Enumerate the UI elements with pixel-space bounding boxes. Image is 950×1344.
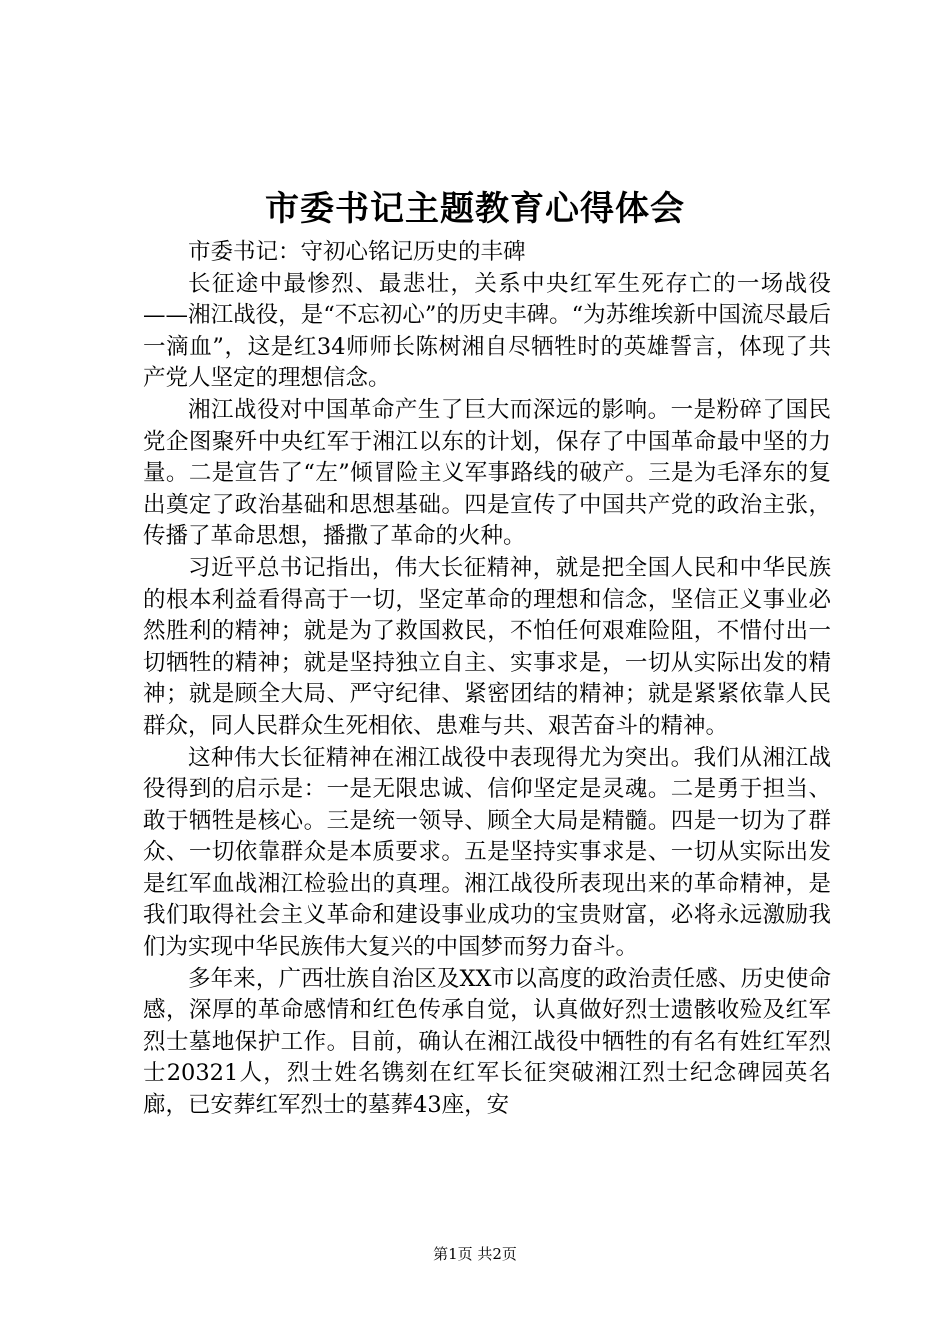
paragraph-subtitle: 市委书记：守初心铭记历史的丰碑: [188, 239, 526, 265]
paragraph: 这种伟大长征精神在湘江战役中表现得尤为突出。我们从湘江战役得到的启示是：一是无限忠诚、信仰坚定是灵魂。二是勇于担当、敢于牺牲是核心。三是统一领导、顾全大局是精髓。四是一切为了群众、一切依靠群众是本质要求。五是坚持实事求是、一切从实际出发是红军血战湘江检验出的真理。湘江战役所表现出来的革命精神，是我们取得社会主义革命和建设事业成功的宝贵财富，必将永远激励我们为实现中华民族伟大复兴的中国梦而努力奋斗。: [143, 744, 831, 961]
paragraph: 长征途中最惨烈、最悲壮，关系中央红军生死存亡的一场战役——湘江战役，是“不忘初心”的历史丰碑。“为苏维埃新中国流尽最后一滴血”，这是红34师师长陈树湘自尽牺牲时的英雄誓言，体现了共产党人坚定的理想信念。: [143, 270, 831, 392]
document-title: 市委书记主题教育心得体会: [265, 189, 685, 229]
paragraph: 湘江战役对中国革命产生了巨大而深远的影响。一是粉碎了国民党企图聚歼中央红军于湘江以东的计划，保存了中国革命最中坚的力量。二是宣告了“左”倾冒险主义军事路线的破产。三是为毛泽东的复出奠定了政治基础和思想基础。四是宣传了中国共产党的政治主张，传播了革命思想，播撒了革命的火种。: [143, 396, 831, 550]
paragraph: 习近平总书记指出，伟大长征精神，就是把全国人民和中华民族的根本利益看得高于一切，坚定革命的理想和信念，坚信正义事业必然胜利的精神；就是为了救国救民，不怕任何艰难险阻，不惜付出一切牺牲的精神；就是坚持独立自主、实事求是，一切从实际出发的精神；就是顾全大局、严守纪律、紧密团结的精神；就是紧紧依靠人民群众，同人民群众生死相依、患难与共、艰苦奋斗的精神。: [143, 554, 831, 739]
page-number-footer: 第1页 共2页: [433, 1245, 517, 1263]
document-body: [143, 237, 831, 1122]
paragraph: 多年来，广西壮族自治区及XX市以高度的政治责任感、历史使命感，深厚的革命感情和红色传承自觉，认真做好烈士遗骸收殓及红军烈士墓地保护工作。目前，确认在湘江战役中牺牲的有名有姓红军烈士20321人，烈士姓名镌刻在红军长征突破湘江烈士纪念碑园英名廊，已安葬红军烈士的墓葬43座，安: [143, 965, 831, 1119]
